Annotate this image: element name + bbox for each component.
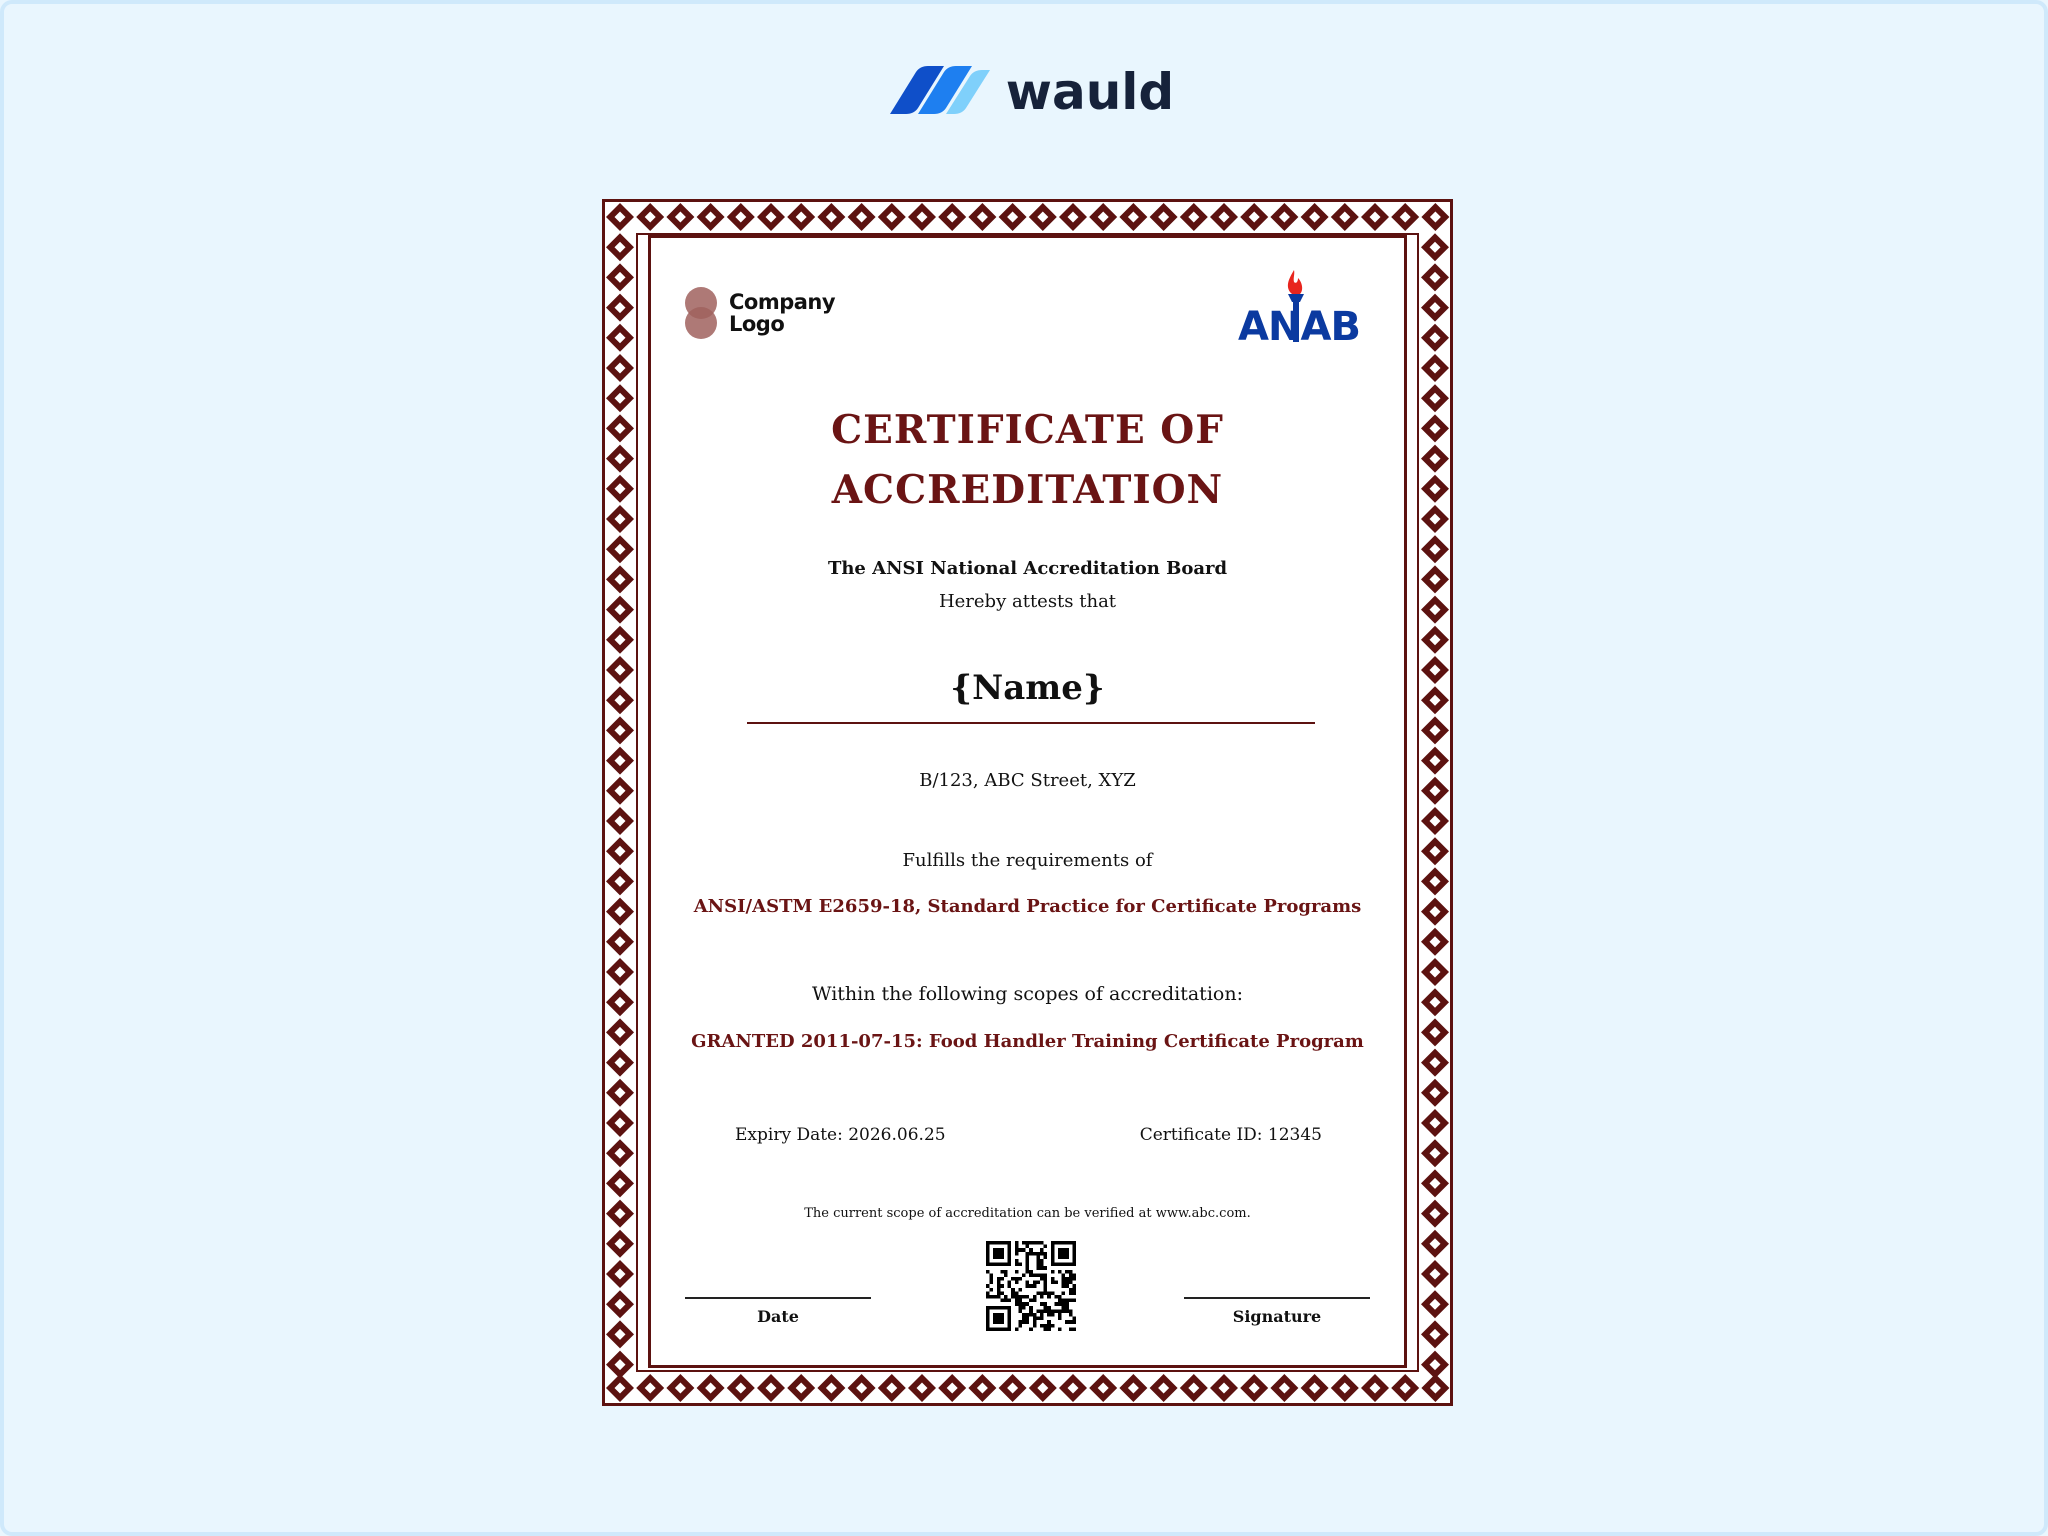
recipient-address: B/123, ABC Street, XYZ <box>919 770 1136 791</box>
anab-logo-text: ANAB <box>1238 304 1360 344</box>
name-underline <box>747 722 1315 724</box>
board-name: The ANSI National Accreditation Board <box>827 558 1228 579</box>
verify-note: The current scope of accreditation can be verified at www.abc.com. <box>804 1206 1251 1221</box>
expiry-date: Expiry Date: 2026.06.25 <box>735 1125 946 1145</box>
company-logo-text: Company Logo <box>729 290 836 336</box>
date-line <box>685 1297 871 1299</box>
signature-field <box>1184 1297 1370 1326</box>
fulfills-text: Fulfills the requirements of <box>902 850 1153 871</box>
brand-header <box>4 62 2048 122</box>
scope-intro-text: Within the following scopes of accreditation: <box>812 983 1243 1005</box>
company-logo <box>681 286 835 340</box>
wauld-logo-icon <box>882 62 992 122</box>
attest-text: Hereby attests that <box>938 591 1117 612</box>
date-field <box>685 1297 871 1326</box>
standard-text: ANSI/ASTM E2659-18, Standard Practice for Certificate Programs <box>693 896 1362 917</box>
certificate-id: Certificate ID: 12345 <box>1139 1125 1322 1145</box>
certificate-title: CERTIFICATE OF ACCREDITATION <box>831 407 1224 513</box>
signature-label: Signature <box>1232 1307 1322 1326</box>
brand-name: wauld <box>1005 63 1175 121</box>
anab-logo <box>1232 268 1366 344</box>
company-logo-icon <box>681 286 721 340</box>
date-label: Date <box>757 1307 799 1326</box>
qr-code-icon <box>986 1241 1076 1331</box>
certificate-body <box>648 235 1407 1368</box>
signature-line <box>1184 1297 1370 1299</box>
granted-scope: GRANTED 2011-07-15: Food Handler Training Certificate Program <box>691 1031 1364 1052</box>
certificate <box>602 199 1453 1406</box>
recipient-name: {Name} <box>950 668 1105 708</box>
